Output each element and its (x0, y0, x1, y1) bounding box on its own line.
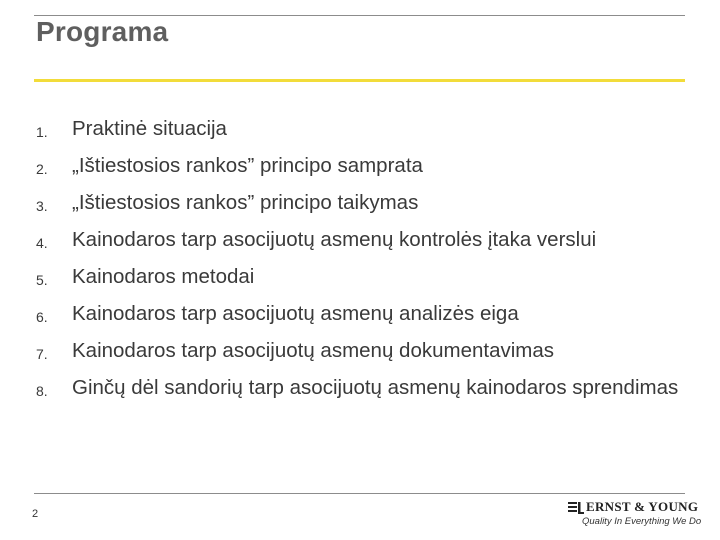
agenda-item-text: „Ištiestosios rankos” principo samprata (72, 154, 423, 177)
company-logo (568, 497, 702, 533)
agenda-item-3 (36, 186, 696, 223)
slide-title: Programa (36, 16, 169, 47)
agenda-item-6 (36, 297, 696, 334)
agenda-item-text: „Ištiestosios rankos” principo taikymas (72, 191, 419, 214)
agenda-item-number: 3. (36, 198, 48, 214)
agenda-item-number: 1. (36, 124, 48, 140)
agenda-list (36, 112, 696, 408)
agenda-item-1 (36, 112, 696, 149)
agenda-item-7 (36, 334, 696, 371)
agenda-item-2 (36, 149, 696, 186)
agenda-item-number: 7. (36, 346, 48, 362)
agenda-item-text: Kainodaros metodai (72, 265, 255, 288)
agenda-item-text: Ginčų dėl sandorių tarp asocijuotų asmenų kainodaros sprendimas (72, 376, 679, 399)
agenda-item-text: Kainodaros tarp asocijuotų asmenų dokumentavimas (72, 339, 555, 362)
agenda-item-text: Praktinė situacija (72, 117, 227, 140)
logo-tagline: Quality In Everything We Do (582, 516, 702, 527)
agenda-item-8 (36, 371, 696, 408)
agenda-item-text: Kainodaros tarp asocijuotų asmenų analizės eiga (72, 302, 519, 325)
agenda-item-number: 4. (36, 235, 48, 251)
logo-wordmark: ERNST & YOUNG (586, 499, 699, 514)
agenda-item-number: 6. (36, 309, 48, 325)
agenda-item-number: 5. (36, 272, 48, 288)
agenda-item-number: 2. (36, 161, 48, 177)
agenda-item-text: Kainodaros tarp asocijuotų asmenų kontrolės įtaka verslui (72, 228, 597, 251)
title-accent-divider (34, 79, 685, 82)
agenda-item-4 (36, 223, 696, 260)
footer-divider (34, 493, 685, 494)
agenda-item-number: 8. (36, 383, 48, 399)
page-number: 2 (32, 508, 39, 520)
agenda-item-5 (36, 260, 696, 297)
logo-mark-icon (568, 501, 584, 515)
